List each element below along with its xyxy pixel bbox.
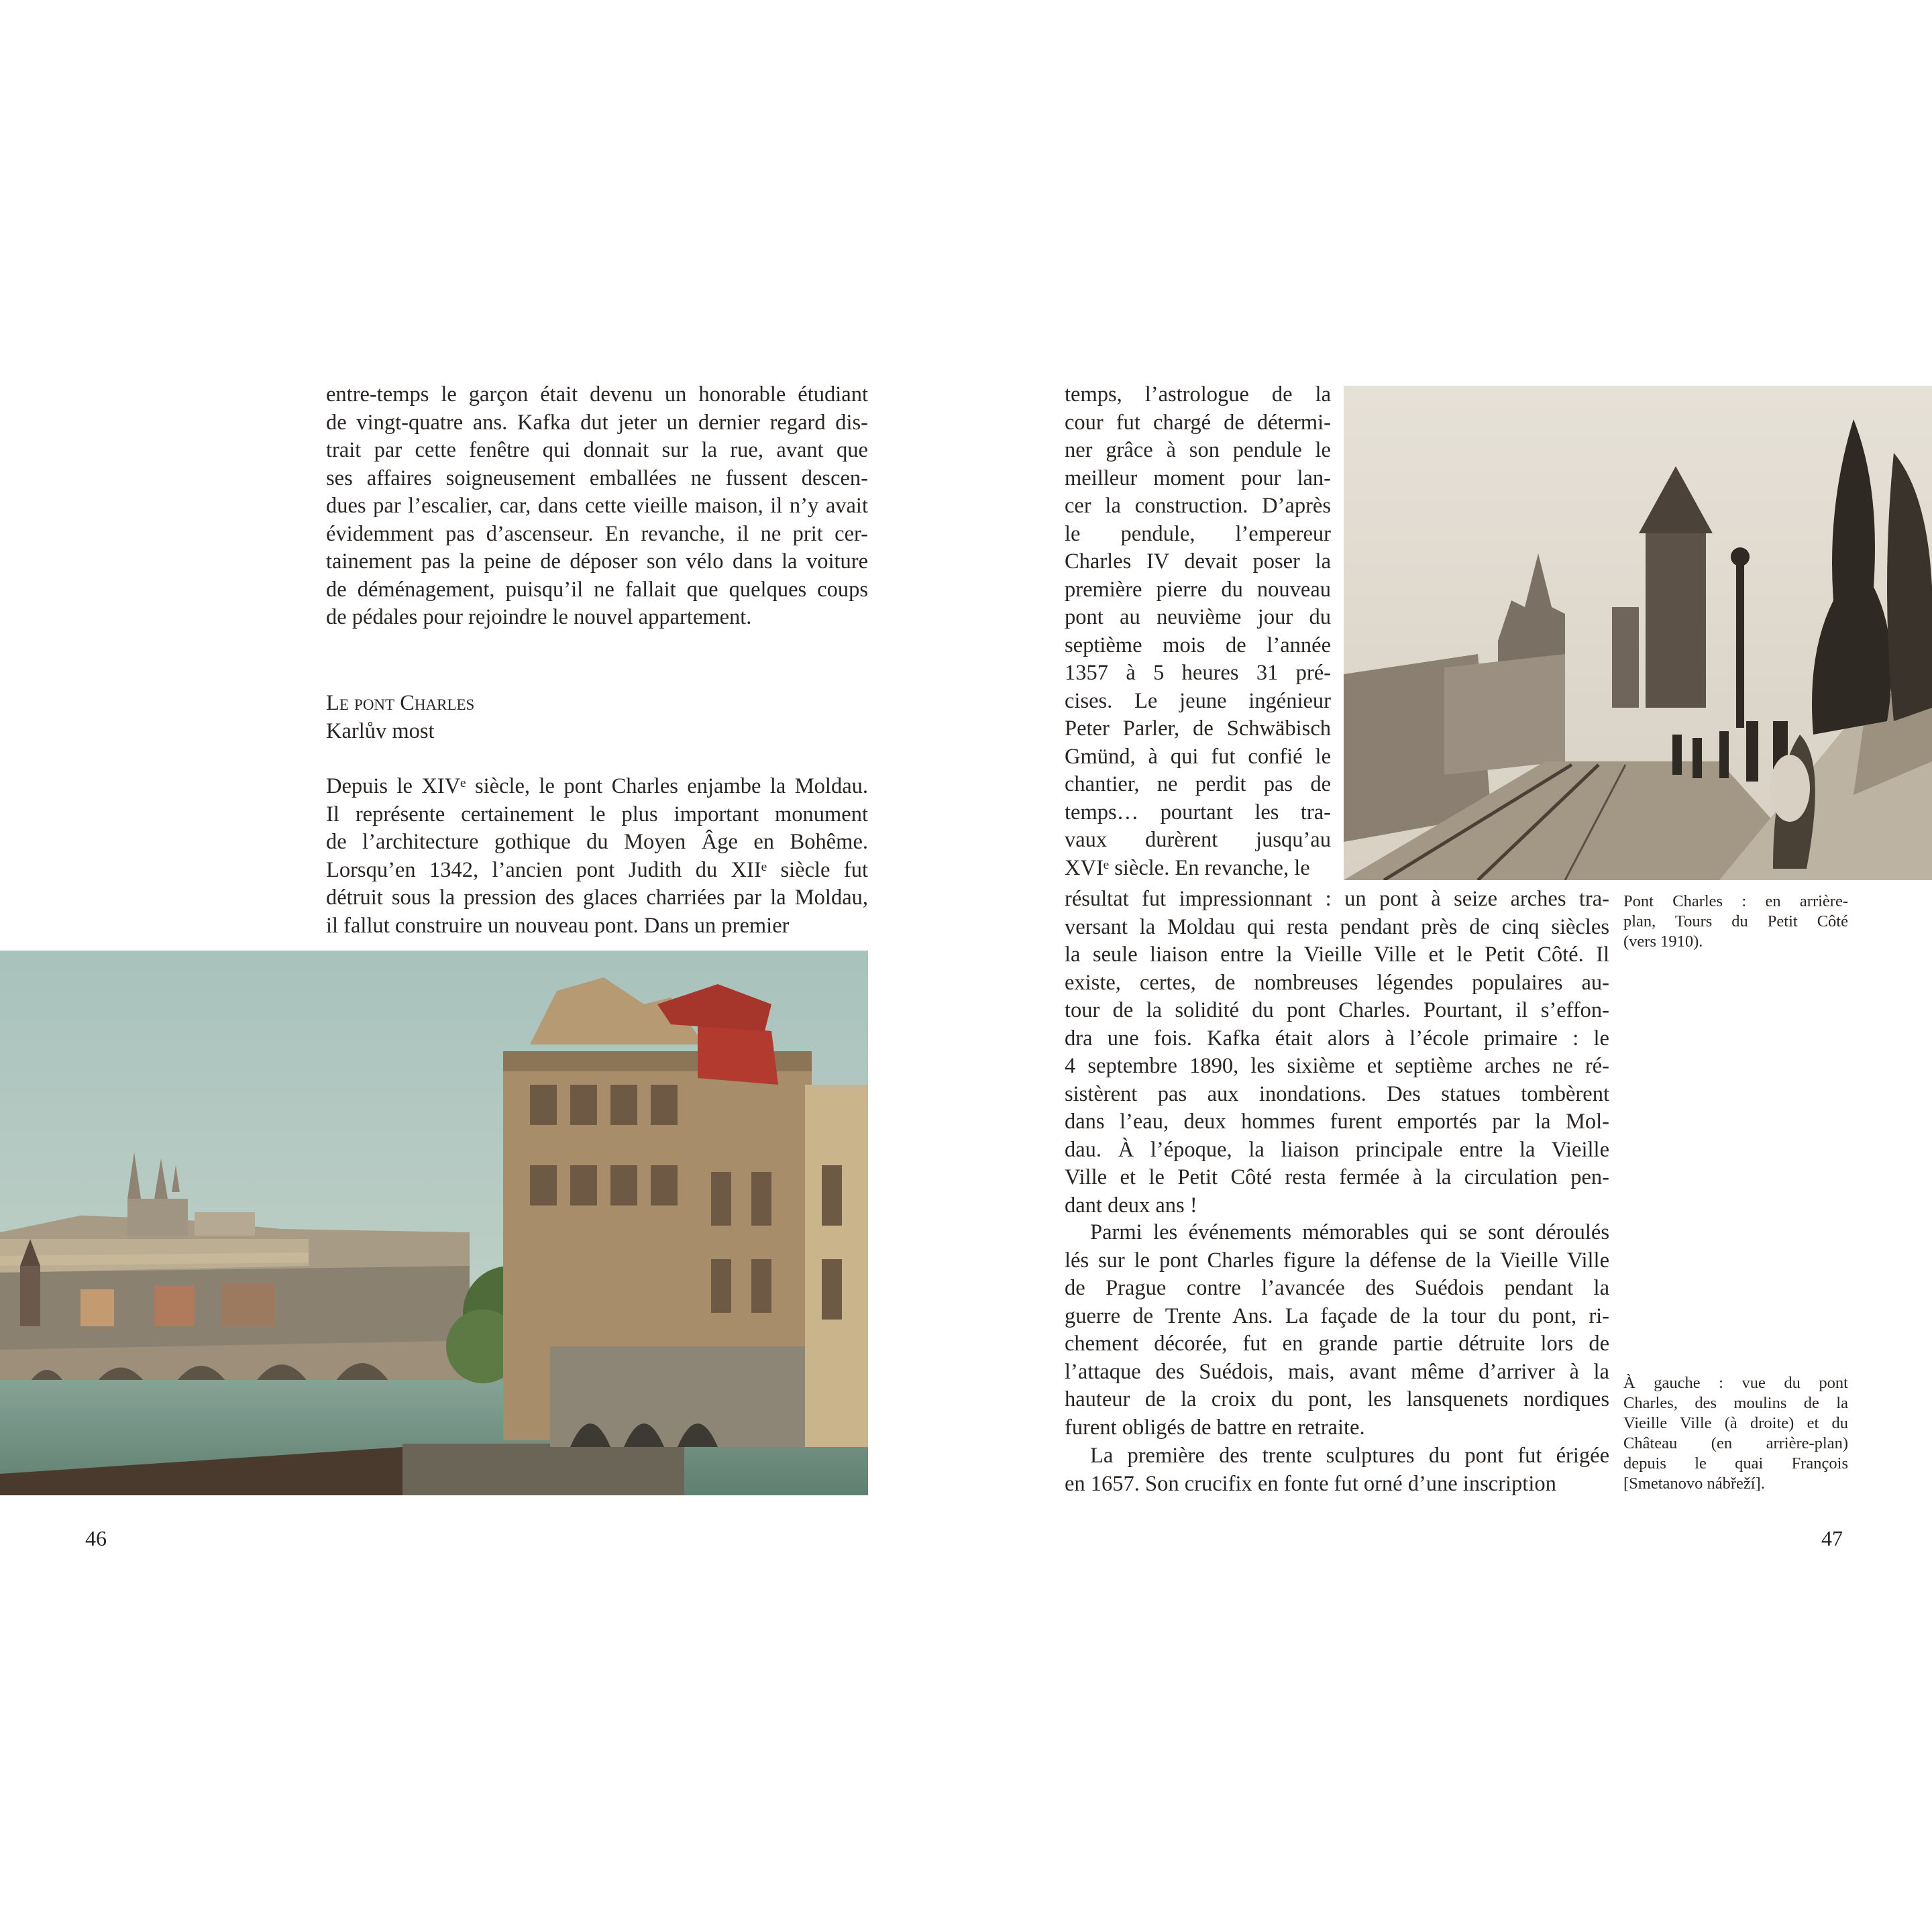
text-line: existe, certes, de nombreuses légendes populaires au-: [1065, 970, 1609, 995]
photo-charles-bridge-color: [0, 951, 868, 1495]
text-line: le pendule, l’empereur: [1065, 521, 1331, 546]
section-subtitle: Karlův most: [326, 718, 435, 743]
text-line: pont au neuvième jour du: [1065, 605, 1331, 629]
text-line: première pierre du nouveau: [1065, 577, 1331, 602]
text-line: furent obligés de battre en retraite.: [1065, 1415, 1365, 1440]
photo-caption-sepia: [1623, 892, 1848, 952]
body-paragraph-pont-charles: [326, 773, 868, 940]
text-line: Depuis le XIVᵉ siècle, le pont Charles enjambe la Moldau.: [326, 774, 868, 798]
text-line: Il représente certainement le plus important monument: [326, 802, 868, 826]
body-column-narrow: [1065, 381, 1331, 882]
text-line: sistèrent pas aux inondations. Des statues tombèrent: [1065, 1081, 1609, 1106]
text-line: 1357 à 5 heures 31 pré-: [1065, 661, 1331, 685]
text-line: chantier, ne perdit pas de: [1065, 772, 1331, 796]
text-line: versant la Moldau qui resta pendant près de cinq siècles: [1065, 914, 1609, 939]
text-line: en 1657. Son crucifix en fonte fut orné d’une inscription: [1065, 1471, 1556, 1496]
text-line: dans l’eau, deux hommes furent emportés par la Mol-: [1065, 1110, 1609, 1134]
text-line: dant deux ans !: [1065, 1193, 1197, 1218]
text-line: temps… pourtant les tra-: [1065, 800, 1331, 824]
page-number-right: 47: [1821, 1526, 1843, 1550]
text-line: tainement pas la peine de déposer son vélo dans la voiture: [326, 549, 868, 574]
text-line: résultat fut impressionnant : un pont à seize arches tra-: [1065, 887, 1609, 911]
body-paragraph-continued: [326, 381, 868, 632]
text-line: Ville et le Petit Côté resta fermée à la circulation pen-: [1065, 1165, 1609, 1189]
text-line: 4 septembre 1890, les sixième et septième arches ne ré-: [1065, 1054, 1609, 1078]
caption-line: Charles, des moulins de la: [1623, 1394, 1848, 1412]
text-line: dra une fois. Kafka était alors à l’école primaire : le: [1065, 1026, 1609, 1051]
text-line: cer la construction. D’après: [1065, 494, 1331, 518]
text-line: évidemment pas d’ascenseur. En revanche, il ne prit cer-: [326, 521, 868, 546]
text-line: XVIᵉ siècle. En revanche, le: [1065, 855, 1310, 880]
text-line: Lorsqu’en 1342, l’ancien pont Judith du XIIᵉ siècle fut: [326, 857, 868, 882]
page-number-left: 46: [85, 1526, 107, 1550]
text-line: de déménagement, puisqu’il ne fallait que quelques coups: [326, 577, 868, 602]
text-line: entre-temps le garçon était devenu un honorable étudiant: [326, 382, 868, 407]
text-line: cises. Le jeune ingénieur: [1065, 688, 1331, 713]
photo-charles-bridge-sepia: [1344, 386, 1932, 880]
text-line: cour fut chargé de détermi-: [1065, 410, 1331, 435]
caption-line: (vers 1910).: [1623, 932, 1703, 951]
text-line: meilleur moment pour lan-: [1065, 466, 1331, 490]
text-line: Parmi les événements mémorables qui se sont déroulés: [1090, 1220, 1609, 1244]
caption-line: plan, Tours du Petit Côté: [1623, 912, 1848, 930]
section-title: Le pont Charles: [326, 691, 475, 715]
text-line: La première des trente sculptures du pont fut érigée: [1090, 1444, 1609, 1468]
text-line: chement décorée, fut en grande partie détruite lors de: [1065, 1332, 1609, 1356]
text-line: la seule liaison entre la Vieille Ville et le Petit Côté. Il: [1065, 943, 1609, 967]
section-heading: [326, 690, 474, 745]
photo-caption-color: [1623, 1373, 1848, 1494]
text-line: vaux durèrent jusqu’au: [1065, 828, 1331, 852]
text-line: trait par cette fenêtre qui donnait sur la rue, avant que: [326, 438, 868, 462]
text-line: de Prague contre l’avancée des Suédois pendant la: [1065, 1276, 1609, 1300]
text-line: septième mois de l’année: [1065, 633, 1331, 657]
text-line: Peter Parler, de Schwäbisch: [1065, 716, 1331, 741]
text-line: dau. À l’époque, la liaison principale entre la Vieille: [1065, 1137, 1609, 1162]
text-line: Charles IV devait poser la: [1065, 549, 1331, 574]
text-line: de pédales pour rejoindre le nouvel appartement.: [326, 605, 752, 629]
text-line: tour de la solidité du pont Charles. Pourtant, il s’effon-: [1065, 998, 1609, 1022]
text-line: guerre de Trente Ans. La façade de la tour du pont, ri-: [1065, 1303, 1609, 1328]
text-line: ner grâce à son pendule le: [1065, 438, 1331, 462]
text-line: Gmünd, à qui fut confié le: [1065, 744, 1331, 769]
body-column-wide: [1065, 885, 1609, 1220]
body-paragraph-swedes: [1065, 1219, 1609, 1442]
text-line: détruit sous la pression des glaces charriées par la Moldau,: [326, 885, 868, 910]
caption-line: depuis le quai François: [1623, 1454, 1848, 1472]
body-paragraph-sculptures: [1065, 1442, 1609, 1498]
text-line: lés sur le pont Charles figure la défense de la Vieille Ville: [1065, 1248, 1609, 1273]
text-line: temps, l’astrologue de la: [1065, 382, 1331, 407]
text-line: de l’architecture gothique du Moyen Âge en Bohême.: [326, 830, 868, 854]
text-line: dues par l’escalier, car, dans cette vieille maison, il n’y avait: [326, 494, 868, 518]
text-line: ses affaires soigneusement emballées ne fussent descen-: [326, 466, 868, 490]
text-line: de vingt-quatre ans. Kafka dut jeter un dernier regard dis-: [326, 410, 868, 435]
caption-line: Château (en arrière-plan): [1623, 1434, 1848, 1452]
caption-line: À gauche : vue du pont: [1623, 1374, 1848, 1392]
caption-line: [Smetanovo nábřeží].: [1623, 1474, 1765, 1493]
text-line: hauteur de la croix du pont, les lansquenets nordiques: [1065, 1387, 1609, 1411]
caption-line: Vieille Ville (à droite) et du: [1623, 1414, 1848, 1432]
caption-line: Pont Charles : en arrière-: [1623, 892, 1848, 910]
text-line: il fallut construire un nouveau pont. Dans un premier: [326, 913, 790, 938]
text-line: l’attaque des Suédois, mais, avant même d’arriver à la: [1065, 1359, 1609, 1384]
